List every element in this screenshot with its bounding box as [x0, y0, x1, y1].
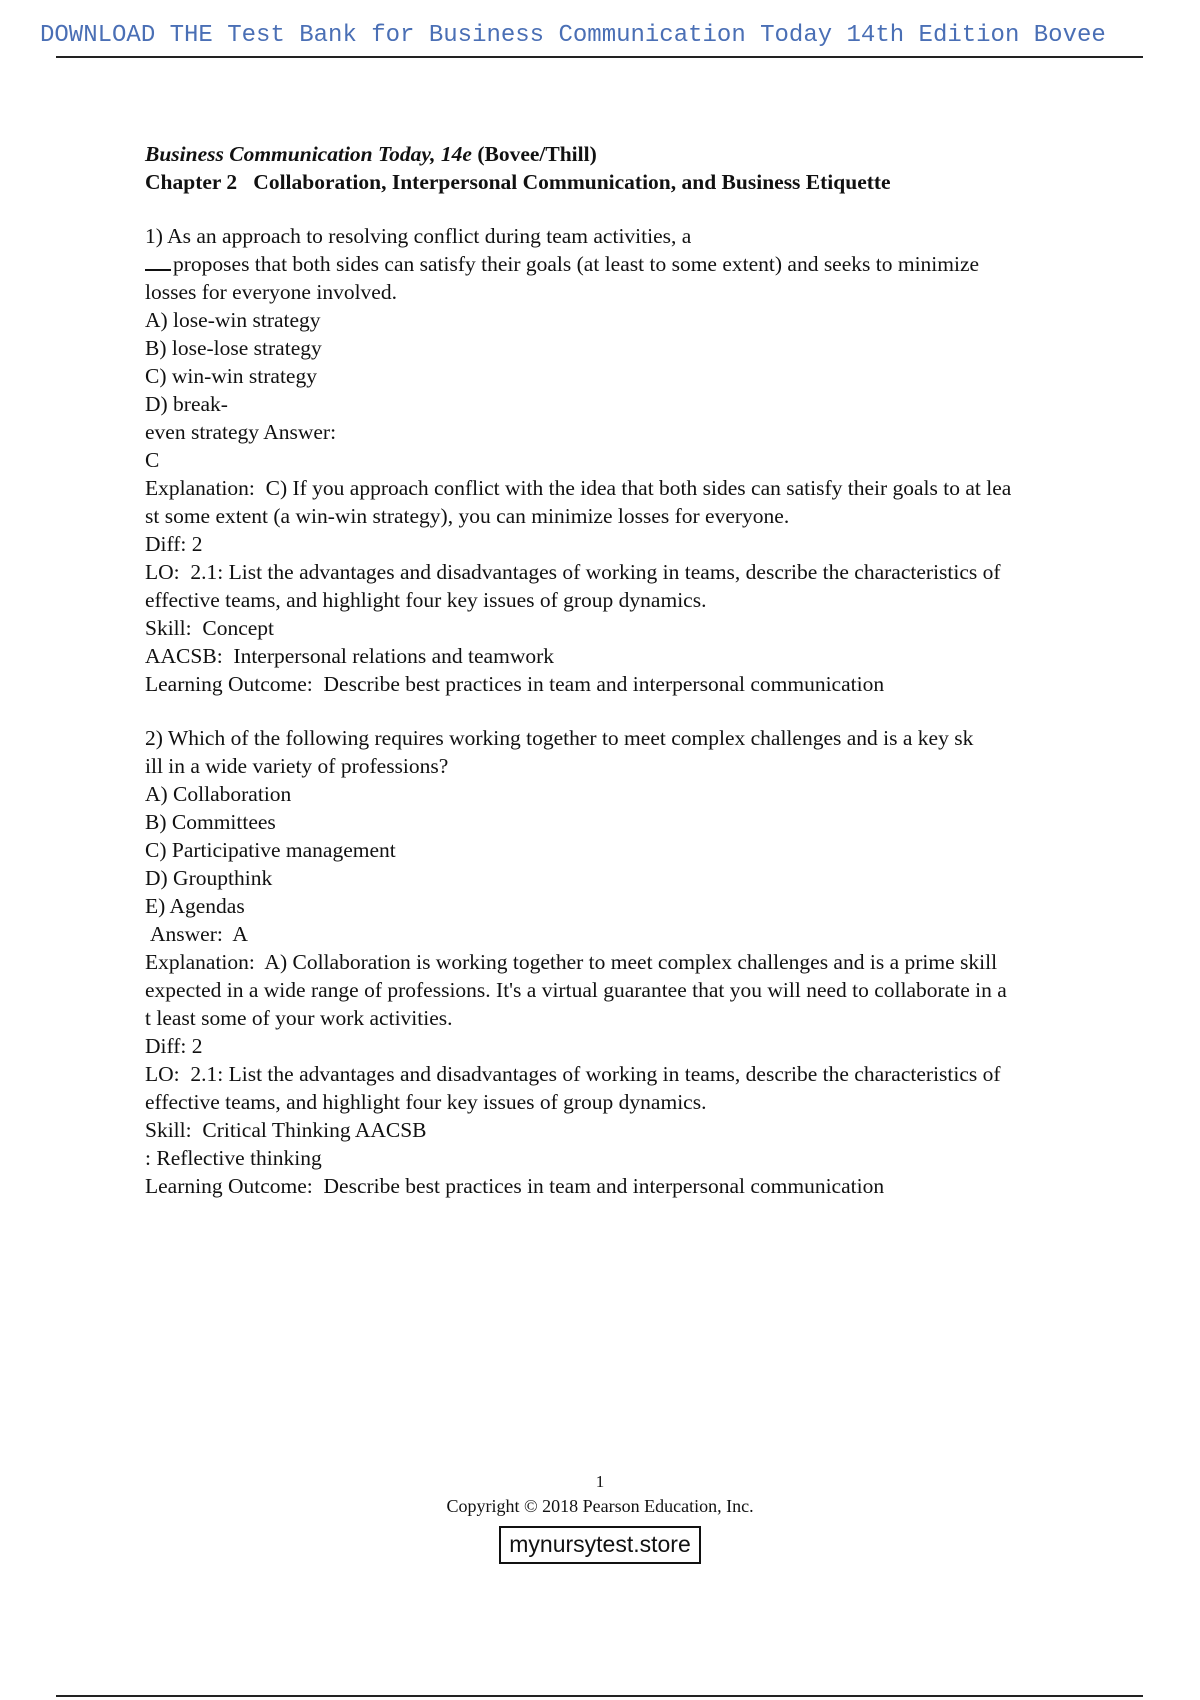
- explanation-line: t least some of your work activities.: [145, 1006, 453, 1030]
- option-c: C) Participative management: [145, 838, 396, 862]
- option-c: C) win-win strategy: [145, 364, 317, 388]
- learning-objective-line: effective teams, and highlight four key issues of group dynamics.: [145, 588, 707, 612]
- explanation-line: expected in a wide range of professions. It's a virtual guarantee that you will need to collaborate in a: [145, 978, 1007, 1002]
- option-b: B) Committees: [145, 810, 276, 834]
- answer-blank: [145, 251, 171, 271]
- copyright-notice: Copyright © 2018 Pearson Education, Inc.: [446, 1496, 754, 1516]
- aacsb: : Reflective thinking: [145, 1146, 322, 1170]
- option-e: E) Agendas: [145, 894, 245, 918]
- bottom-divider: [56, 1695, 1143, 1697]
- top-divider: [56, 56, 1143, 58]
- option-a: A) Collaboration: [145, 782, 292, 806]
- question-text-line: ill in a wide variety of professions?: [145, 754, 449, 778]
- explanation-line: Explanation: C) If you approach conflict with the idea that both sides can satisfy their goals to at lea: [145, 476, 1012, 500]
- watermark-stamp: mynursytest.store: [499, 1526, 701, 1564]
- learning-objective-line: effective teams, and highlight four key issues of group dynamics.: [145, 1090, 707, 1114]
- option-d-continued: even strategy Answer:: [145, 420, 337, 444]
- difficulty: Diff: 2: [145, 532, 203, 556]
- question-text-line: 1) As an approach to resolving conflict during team activities, a: [145, 224, 692, 248]
- learning-objective-line: LO: 2.1: List the advantages and disadvantages of working in teams, describe the characteristics of: [145, 560, 1001, 584]
- question-1: [145, 222, 1095, 698]
- book-authors: (Bovee/Thill): [477, 142, 597, 166]
- aacsb: AACSB: Interpersonal relations and teamwork: [145, 644, 555, 668]
- skill: Skill: Concept: [145, 616, 274, 640]
- explanation-line: Explanation: A) Collaboration is working together to meet complex challenges and is a prime skill: [145, 950, 998, 974]
- page-number: 1: [595, 1472, 605, 1491]
- book-heading: [145, 140, 1095, 168]
- explanation-line: st some extent (a win-win strategy), you can minimize losses for everyone.: [145, 504, 790, 528]
- answer-value: Answer: A: [150, 922, 248, 946]
- answer-value: C: [145, 448, 160, 472]
- option-a: A) lose-win strategy: [145, 308, 321, 332]
- learning-outcome: Learning Outcome: Describe best practices in team and interpersonal communication: [145, 1174, 885, 1198]
- watermark-stamp-wrapper: [0, 1526, 1200, 1564]
- book-title: Business Communication Today, 14e: [145, 142, 472, 166]
- chapter-heading: Chapter 2 Collaboration, Interpersonal Communication, and Business Etiquette: [145, 170, 891, 194]
- question-2: [145, 724, 1095, 1200]
- option-d: D) Groupthink: [145, 866, 273, 890]
- document-page: [145, 140, 1095, 1200]
- difficulty: Diff: 2: [145, 1034, 203, 1058]
- download-banner[interactable]: DOWNLOAD THE Test Bank for Business Communication Today 14th Edition Bovee: [40, 22, 1106, 49]
- skill: Skill: Critical Thinking AACSB: [145, 1118, 427, 1142]
- question-text-line: proposes that both sides can satisfy their goals (at least to some extent) and seeks to minimize: [145, 250, 1095, 278]
- option-b: B) lose-lose strategy: [145, 336, 322, 360]
- learning-outcome: Learning Outcome: Describe best practices in team and interpersonal communication: [145, 672, 885, 696]
- learning-objective-line: LO: 2.1: List the advantages and disadvantages of working in teams, describe the characteristics of: [145, 1062, 1001, 1086]
- question-text-line: 2) Which of the following requires working together to meet complex challenges and is a key sk: [145, 726, 974, 750]
- option-d: D) break-: [145, 392, 228, 416]
- question-text-line: losses for everyone involved.: [145, 280, 397, 304]
